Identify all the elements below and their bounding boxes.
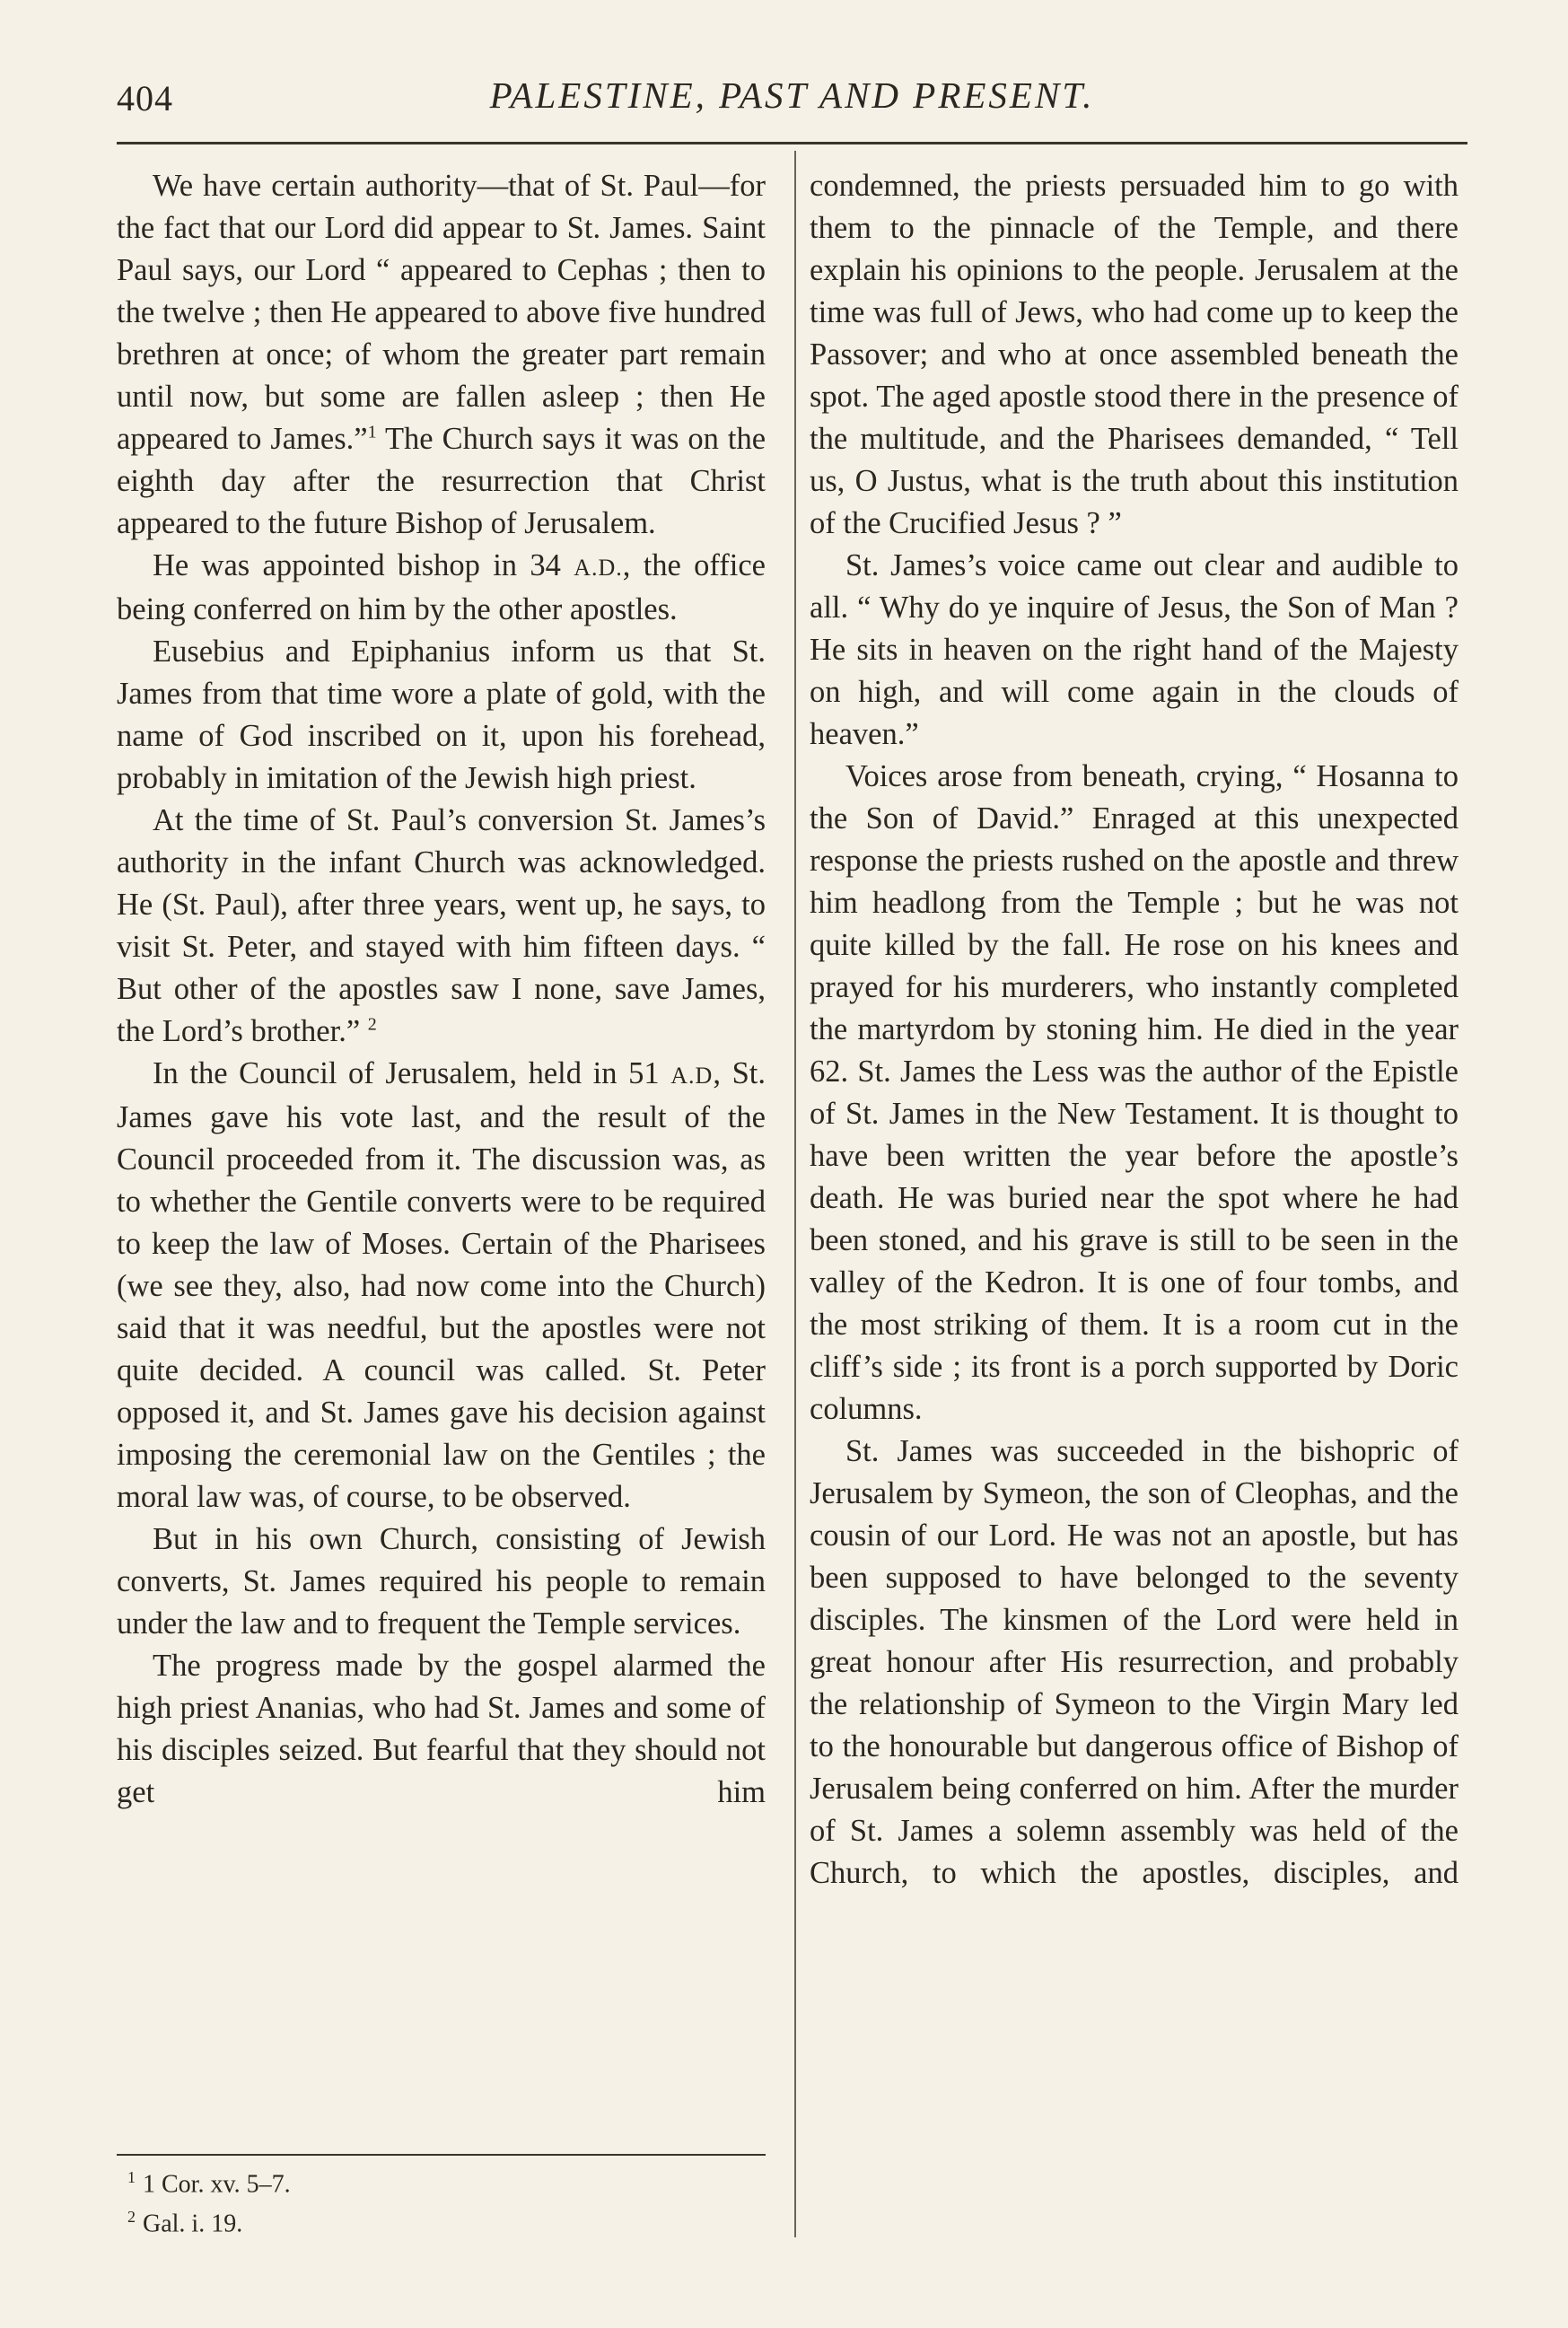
header-rule	[117, 142, 1467, 144]
running-title: PALESTINE, PAST AND PRESENT.	[489, 74, 1095, 116]
paragraph: But in his own Church, consisting of Jewish converts, St. James required his people to remain under the law and to frequent the Temple services.	[117, 1522, 766, 1641]
paragraph: In the Council of Jerusalem, held in 51 A.D, St. James gave his vote last, and the result of the Council proceeded from it. The discussion was, as to whether the Gentile converts were to be required to keep the law of Moses. Certain of the Pharisees (we see they, also, had now come into the Church) said that it was needful, but the apostles were not quite decided. A council was called. St. Peter opposed it, and St. James gave his decision against imposing the ceremonial law on the Gentiles ; the moral law was, of course, to be observed.	[117, 1056, 766, 1514]
paragraph: We have certain authority—that of St. Paul—for the fact that our Lord did appear to St. James. Saint Paul says, our Lord “ appeared to Cephas ; then to the twelve ; then He appeared to above five hundred brethren at once; of whom the greater part remain until now, but some are fallen asleep ; then He appeared to James.”$^1$ The Church says it was on the eighth day after the resurrection that Christ appeared to the future Bishop of Jerusalem.	[117, 169, 766, 540]
footnote: $^2$ Gal. i. 19.	[127, 2208, 243, 2238]
paragraph: At the time of St. Paul’s conversion St. James’s authority in the infant Church was acknowledged. He (St. Paul), after three years, went up, he says, to visit St. Peter, and stayed with him fifteen days. “ But other of the apostles saw I none, save James, the Lord’s brother.” $^2$	[117, 803, 766, 1048]
paragraph: St. James was succeeded in the bishopric of Jerusalem by Symeon, the son of Cleophas, and the cousin of our Lord. He was not an apostle, but has been supposed to have belonged to the seventy disciples. The kinsmen of the Lord were held in great honour after His resurrection, and probably the relationship of Symeon to the Virgin Mary led to the honourable but dangerous office of Bishop of Jerusalem being conferred on him. After the murder of St. James a solemn assembly was held of the Church, to which the apostles, disciples, and	[810, 1434, 1459, 1890]
paragraph: St. James’s voice came out clear and audible to all. “ Why do ye inquire of Jesus, the Son of Man ? He sits in heaven on the right hand of the Majesty on high, and will come again in the clouds of heaven.”	[810, 548, 1459, 751]
footnote-rule	[117, 2154, 766, 2156]
right-column	[810, 165, 1459, 1895]
page-number: 404	[117, 78, 173, 118]
page-header	[117, 74, 1467, 127]
footnote-ref: 2	[367, 1014, 377, 1035]
footnote: $^1$ 1 Cor. xv. 5–7.	[127, 2168, 291, 2199]
footnotes	[127, 2161, 756, 2241]
paragraph: The progress made by the gospel alarmed the high priest Ananias, who had St. James and some of his disciples seized. But fearful that they should not get him	[117, 1649, 766, 1809]
paragraph: Voices arose from beneath, crying, “ Hosanna to the Son of David.” Enraged at this unexpected response the priests rushed on the apostle and threw him headlong from the Temple ; but he was not quite killed by the fall. He rose on his knees and prayed for his murderers, who instantly completed the martyrdom by stoning him. He died in the year 62. St. James the Less was the author of the Epistle of St. James in the New Testament. It is thought to have been written the year before the apostle’s death. He was buried near the spot where he had been stoned, and his grave is still to be seen in the valley of the Kedron. It is one of four tombs, and the most striking of them. It is a room cut in the cliff’s side ; its front is a porch supported by Doric columns.	[810, 759, 1459, 1426]
column-divider	[794, 151, 796, 2237]
left-column	[117, 165, 766, 1814]
paragraph: condemned, the priests persuaded him to go with them to the pinnacle of the Temple, and there explain his opinions to the people. Jerusalem at the time was full of Jews, who had come up to keep the Passover; and who at once assembled beneath the spot. The aged apostle stood there in the presence of the multitude, and the Pharisees demanded, “ Tell us, O Justus, what is the truth about this institution of the Crucified Jesus ? ”	[810, 169, 1459, 540]
footnote-ref: 1	[367, 422, 377, 442]
paragraph: Eusebius and Epiphanius inform us that St. James from that time wore a plate of gold, with the name of God inscribed on it, upon his forehead, probably in imitation of the Jewish high priest.	[117, 635, 766, 795]
paragraph: He was appointed bishop in 34 A.D., the office being conferred on him by the other apostles.	[117, 548, 766, 626]
